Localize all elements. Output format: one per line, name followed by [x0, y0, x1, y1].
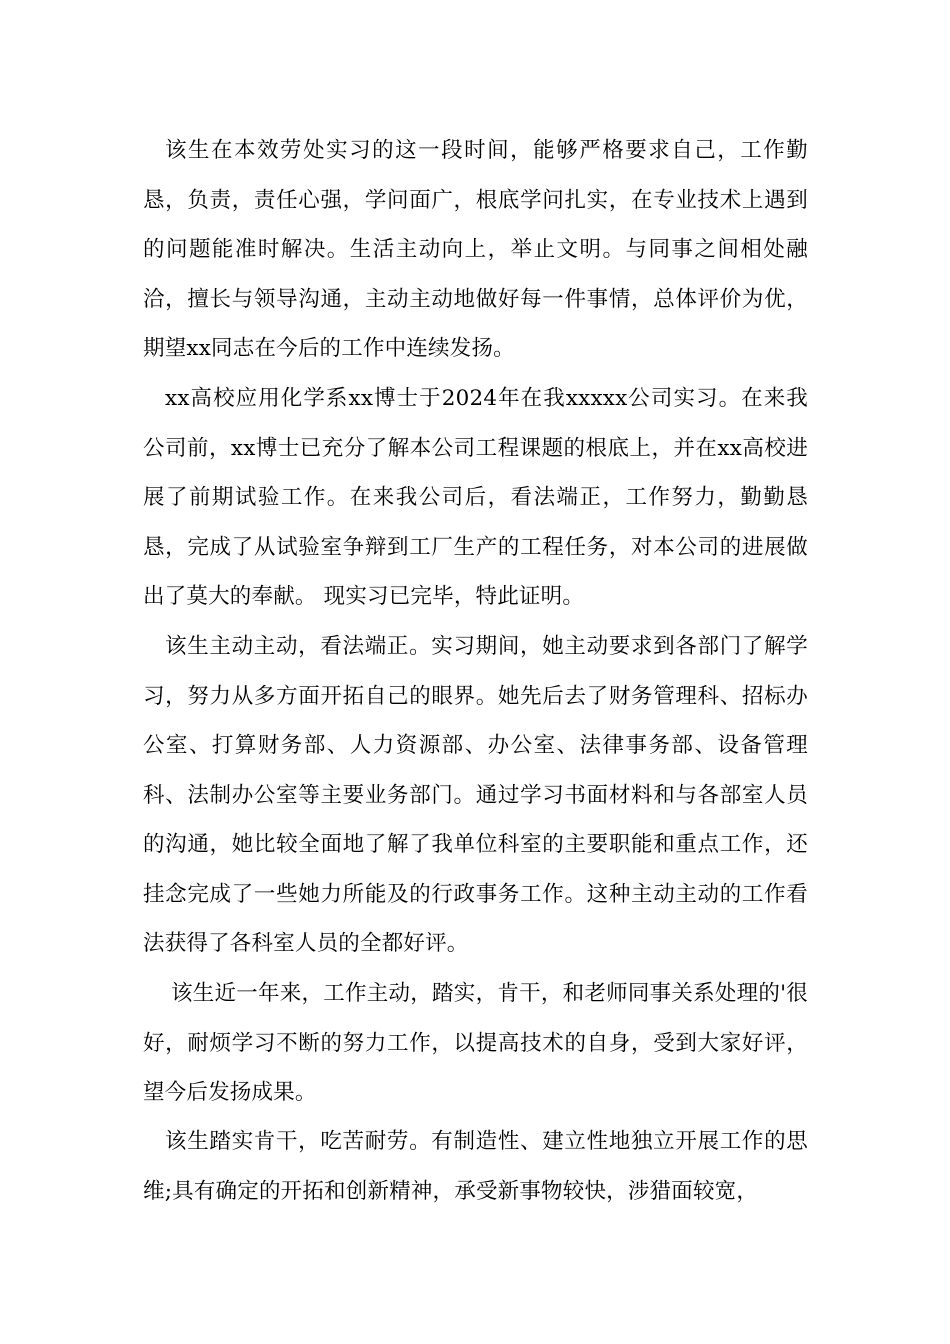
paragraph-1: 该生在本效劳处实习的这一段时间，能够严格要求自己，工作勤恳，负责，责任心强，学问面广，根底学问扎实，在专业技术上遇到的问题能准时解决。生活主动向上，举止文明。与同事之间相处融洽，擅长与领导沟通，主动主动地做好每一件事情，总体评价为优，期望xx同志在今后的工作中连续发扬。 [143, 138, 808, 361]
paragraph-5: 该生踏实肯干，吃苦耐劳。有制造性、建立性地独立开展工作的思维;具有确定的开拓和创新精神，承受新事物较快，涉猎面较宽， [143, 1129, 808, 1204]
paragraph-3: 该生主动主动，看法端正。实习期间，她主动要求到各部门了解学习，努力从多方面开拓自己的眼界。她先后去了财务管理科、招标办公室、打算财务部、人力资源部、办公室、法律事务部、设备管理科、法制办公室等主要业务部门。通过学习书面材料和与各部室人员的沟通，她比较全面地了解了我单位科室的主要职能和重点工作，还挂念完成了一些她力所能及的行政事务工作。这种主动主动的工作看法获得了各科室人员的全都好评。 [143, 634, 808, 956]
paragraph-2: xx高校应用化学系xx博士于2024年在我xxxxx公司实习。在来我公司前，xx博士已充分了解本公司工程课题的根底上，并在xx高校进展了前期试验工作。在来我公司后，看法端正，工作努力，勤勤恳恳，完成了从试验室争辩到工厂生产的工程任务，对本公司的进展做出了莫大的奉献。 现实习已完毕，特此证明。 [143, 386, 808, 609]
paragraph-4: 该生近一年来，工作主动，踏实，肯干，和老师同事关系处理的'很好，耐烦学习不断的努力工作，以提高技术的自身，受到大家好评，望今后发扬成果。 [143, 981, 808, 1105]
